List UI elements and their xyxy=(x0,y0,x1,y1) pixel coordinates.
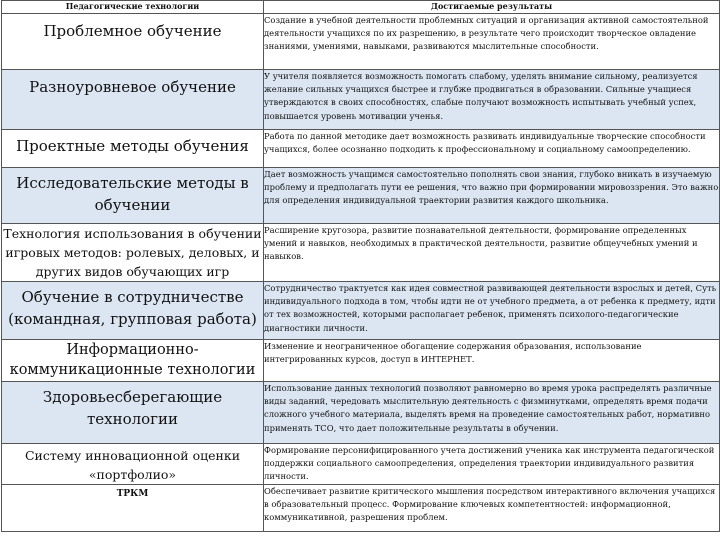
technology-result: Формирование персонифицированного учета достижений ученика как инструмента педагогической поддержки социального самоопределения, определения траектории индивидуального развития личности. xyxy=(264,444,720,485)
technology-result: Использование данных технологий позволяют равномерно во время урока распределять различные виды заданий, чередовать мыслительную деятельность с физминутками, определять время подачи сложного учебного материала, выделять время на проведение самостоятельных работ, нормативно применять ТСО, что дает положительные результаты в обучении. xyxy=(264,382,720,444)
table-row xyxy=(2,382,720,444)
technology-name: Обучение в сотрудничестве (командная, групповая работа) xyxy=(2,282,264,340)
technology-name: Здоровьесберегающие технологии xyxy=(2,382,264,444)
table-row xyxy=(2,340,720,382)
technology-name: Исследовательские методы в обучении xyxy=(2,168,264,224)
technology-result: Расширение кругозора, развитие познавательной деятельности, формирование определенных умений и навыков, необходимых в практической деятельности, развитие общеучебных умений и навыков. xyxy=(264,224,720,282)
technology-name: Информационно-коммуникационные технологии xyxy=(2,340,264,382)
technology-result: Создание в учебной деятельности проблемных ситуаций и организация активной самостоятельной деятельности учащихся по их разрешению, в результате чего происходит творческое овладение знаниями, умениями, навыками, развиваются мыслительные способности. xyxy=(264,14,720,70)
table-row xyxy=(2,130,720,168)
technology-result: У учителя появляется возможность помогать слабому, уделять внимание сильному, реализуется желание сильных учащихся быстрее и глубже продвигаться в образовании. Сильные учащиеся утверждаются в своих способностях, слабые получают возможность испытывать учебный успех, повышается уровень мотивации ученья. xyxy=(264,70,720,130)
technology-name: Проблемное обучение xyxy=(2,14,264,70)
technology-result: Сотрудничество трактуется как идея совместной развивающей деятельности взрослых и детей, Суть индивидуального подхода в том, чтобы идти не от учебного предмета, а от ребенка к предмету, идти от тех возможностей, которыми располагает ребенок, применять психолого-педагогические диагностики личности. xyxy=(264,282,720,340)
table-row xyxy=(2,168,720,224)
technology-result: Дает возможность учащимся самостоятельно пополнять свои знания, глубоко вникать в изучаемую проблему и предполагать пути ее решения, что важно при формировании мировоззрения. Это важно для определения индивидуальной траектории развития каждого школьника. xyxy=(264,168,720,224)
table-header-row xyxy=(2,1,720,14)
technology-result: Обеспечивает развитие критического мышления посредством интерактивного включения учащихся в образовательный процесс. Формирование ключевых компетентностей: информационной, коммуникативной, разрешения проблем. xyxy=(264,485,720,532)
table-row xyxy=(2,444,720,485)
technology-name: Проектные методы обучения xyxy=(2,130,264,168)
technology-name: ТРКМ xyxy=(2,485,264,532)
technology-name: Разноуровневое обучение xyxy=(2,70,264,130)
table-row xyxy=(2,14,720,70)
header-results: Достигаемые результаты xyxy=(264,1,720,14)
header-technologies: Педагогические технологии xyxy=(2,1,264,14)
table-row xyxy=(2,485,720,532)
table-row xyxy=(2,224,720,282)
technologies-table xyxy=(1,0,720,532)
table-row xyxy=(2,282,720,340)
technology-result: Изменение и неограниченное обогащение содержания образования, использование интегрированных курсов, доступ в ИНТЕРНЕТ. xyxy=(264,340,720,382)
table-row xyxy=(2,70,720,130)
technology-name: Технология использования в обучении игровых методов: ролевых, деловых, и других видов обучающих игр xyxy=(2,224,264,282)
technology-name: Систему инновационной оценки «портфолио» xyxy=(2,444,264,485)
technology-result: Работа по данной методике дает возможность развивать индивидуальные творческие способности учащихся, более осознанно подходить к профессиональному и социальному самоопределению. xyxy=(264,130,720,168)
